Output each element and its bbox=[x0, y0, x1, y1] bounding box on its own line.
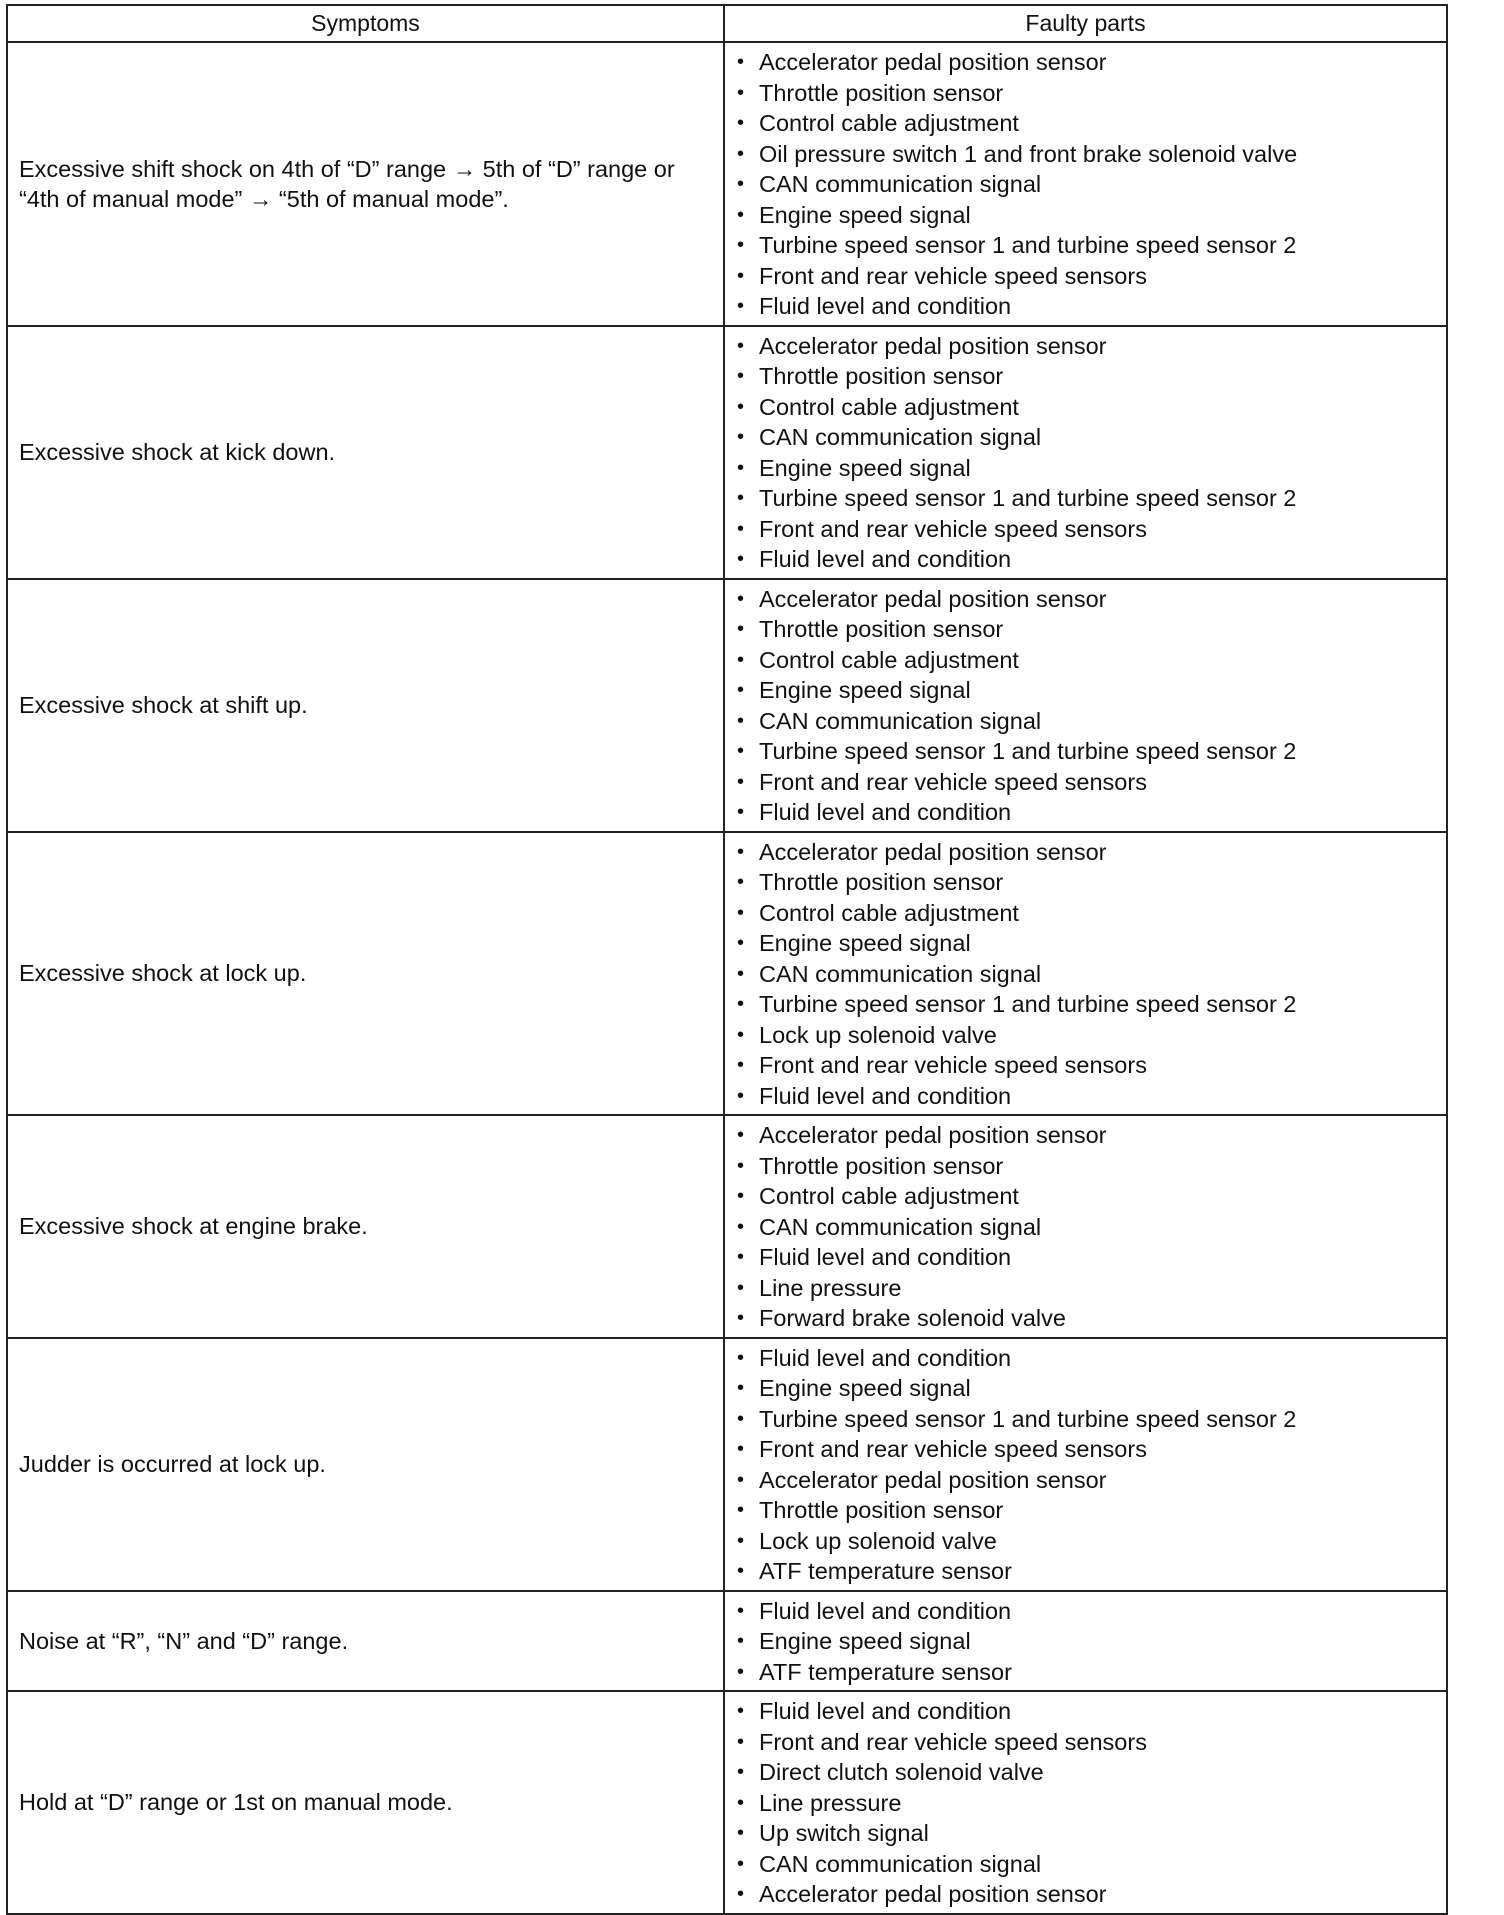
faulty-part-label: Front and rear vehicle speed sensors bbox=[759, 1436, 1147, 1462]
bullet-icon: • bbox=[737, 993, 745, 1015]
bullet-icon: • bbox=[737, 1791, 745, 1814]
bullet-icon: • bbox=[737, 81, 745, 104]
bullet-icon: • bbox=[737, 840, 745, 863]
list-item bbox=[735, 483, 1446, 514]
symptom-cell: Noise at “R”, “N” and “D” range. bbox=[7, 1591, 724, 1692]
bullet-icon: • bbox=[737, 1438, 745, 1460]
list-item bbox=[735, 706, 1446, 737]
list-item bbox=[735, 797, 1446, 828]
list-item bbox=[735, 361, 1446, 392]
list-item bbox=[735, 675, 1446, 706]
faulty-part-label: Front and rear vehicle speed sensors bbox=[759, 1052, 1147, 1078]
faulty-part-label: Front and rear vehicle speed sensors bbox=[759, 515, 1147, 542]
table-row bbox=[7, 326, 1447, 579]
list-item bbox=[735, 1696, 1446, 1727]
faulty-part-label: Accelerator pedal position sensor bbox=[759, 1881, 1107, 1907]
list-item bbox=[735, 1303, 1446, 1334]
faulty-part-label: Throttle position sensor bbox=[759, 1497, 1004, 1523]
faulty-part-label: Line pressure bbox=[759, 1789, 902, 1816]
list-item bbox=[735, 584, 1446, 615]
faulty-part-label: Forward brake solenoid valve bbox=[759, 1305, 1066, 1331]
list-item bbox=[735, 1818, 1446, 1849]
table-row bbox=[7, 832, 1447, 1116]
list-item bbox=[735, 1788, 1446, 1819]
list-item bbox=[735, 200, 1446, 231]
faulty-part-label: Control cable adjustment bbox=[759, 1183, 1019, 1209]
list-item bbox=[735, 453, 1446, 484]
faulty-part-label: Accelerator pedal position sensor bbox=[759, 1122, 1107, 1148]
faulty-part-label: Up switch signal bbox=[759, 1820, 929, 1846]
symptom-cell: Judder is occurred at lock up. bbox=[7, 1338, 724, 1591]
faulty-part-label: Throttle position sensor bbox=[759, 363, 1004, 389]
list-item bbox=[735, 1242, 1446, 1273]
faulty-part-label: Fluid level and condition bbox=[759, 546, 1012, 572]
faulty-part-label: Turbine speed sensor 1 and turbine speed sensor 2 bbox=[759, 991, 1297, 1017]
bullet-icon: • bbox=[737, 901, 745, 924]
bullet-icon: • bbox=[737, 456, 745, 479]
list-item bbox=[735, 1879, 1446, 1910]
bullet-icon: • bbox=[737, 709, 745, 732]
faulty-part-label: CAN communication signal bbox=[759, 707, 1042, 734]
faulty-part-label: ATF temperature sensor bbox=[759, 1558, 1012, 1584]
bullet-icon: • bbox=[737, 1276, 745, 1299]
list-item bbox=[735, 139, 1446, 170]
faulty-parts-column-header: Faulty parts bbox=[724, 5, 1447, 42]
bullet-icon: • bbox=[737, 264, 745, 287]
faulty-part-label: Fluid level and condition bbox=[759, 1344, 1012, 1371]
faulty-parts-cell bbox=[724, 1691, 1447, 1914]
faulty-part-label: Accelerator pedal position sensor bbox=[759, 49, 1107, 75]
bullet-icon: • bbox=[737, 1761, 745, 1783]
faulty-part-label: Lock up solenoid valve bbox=[759, 1021, 997, 1048]
bullet-icon: • bbox=[737, 1215, 745, 1238]
list-item bbox=[735, 78, 1446, 109]
faulty-parts-cell bbox=[724, 1591, 1447, 1692]
list-item bbox=[735, 230, 1446, 261]
bullet-icon: • bbox=[737, 1124, 745, 1146]
list-item bbox=[735, 1727, 1446, 1758]
list-item bbox=[735, 837, 1446, 868]
faulty-part-label: Fluid level and condition bbox=[759, 1597, 1012, 1624]
faulty-part-label: Fluid level and condition bbox=[759, 799, 1012, 825]
table-row bbox=[7, 1115, 1447, 1338]
bullet-icon: • bbox=[737, 1154, 745, 1177]
faulty-part-label: Throttle position sensor bbox=[759, 616, 1004, 642]
table-row bbox=[7, 42, 1447, 326]
faulty-part-label: CAN communication signal bbox=[759, 960, 1042, 987]
bullet-icon: • bbox=[737, 1883, 745, 1905]
faulty-part-label: Turbine speed sensor 1 and turbine speed sensor 2 bbox=[759, 232, 1297, 258]
list-item bbox=[735, 1151, 1446, 1182]
list-item bbox=[735, 1050, 1446, 1081]
faulty-part-label: Engine speed signal bbox=[759, 454, 971, 481]
list-item bbox=[735, 1120, 1446, 1151]
faulty-parts-cell bbox=[724, 579, 1447, 832]
bullet-icon: • bbox=[737, 517, 745, 540]
bullet-icon: • bbox=[737, 1499, 745, 1521]
bullet-icon: • bbox=[737, 962, 745, 985]
bullet-icon: • bbox=[737, 1084, 745, 1107]
bullet-icon: • bbox=[737, 587, 745, 610]
bullet-icon: • bbox=[737, 1377, 745, 1399]
bullet-icon: • bbox=[737, 112, 745, 134]
faulty-part-label: CAN communication signal bbox=[759, 1213, 1042, 1240]
list-item bbox=[735, 1657, 1446, 1688]
list-item bbox=[735, 291, 1446, 322]
list-item bbox=[735, 422, 1446, 453]
list-item bbox=[735, 544, 1446, 575]
faulty-part-label: Control cable adjustment bbox=[759, 646, 1019, 673]
faulty-part-label: Control cable adjustment bbox=[759, 110, 1019, 136]
faulty-part-label: Oil pressure switch 1 and front brake solenoid valve bbox=[759, 140, 1298, 167]
list-item bbox=[735, 1556, 1446, 1587]
faulty-part-label: Fluid level and condition bbox=[759, 1698, 1012, 1724]
list-item bbox=[735, 959, 1446, 990]
faulty-part-label: Turbine speed sensor 1 and turbine speed sensor 2 bbox=[759, 485, 1297, 511]
faulty-part-label: Control cable adjustment bbox=[759, 899, 1019, 926]
symptom-cell: Excessive shock at kick down. bbox=[7, 326, 724, 579]
faulty-parts-list bbox=[735, 1596, 1446, 1688]
bullet-icon: • bbox=[737, 203, 745, 226]
symptom-cell: Excessive shock at lock up. bbox=[7, 832, 724, 1116]
faulty-part-label: Line pressure bbox=[759, 1274, 902, 1301]
list-item bbox=[735, 1273, 1446, 1304]
bullet-icon: • bbox=[737, 1246, 745, 1268]
bullet-icon: • bbox=[737, 173, 745, 195]
faulty-parts-list bbox=[735, 1120, 1446, 1334]
list-item bbox=[735, 1081, 1446, 1112]
list-item bbox=[735, 1526, 1446, 1557]
faulty-parts-cell bbox=[724, 1115, 1447, 1338]
list-item bbox=[735, 1020, 1446, 1051]
table-row bbox=[7, 1338, 1447, 1591]
bullet-icon: • bbox=[737, 1054, 745, 1076]
list-item bbox=[735, 392, 1446, 423]
bullet-icon: • bbox=[737, 1630, 745, 1652]
list-item bbox=[735, 169, 1446, 200]
faulty-part-label: Accelerator pedal position sensor bbox=[759, 1466, 1107, 1493]
list-item bbox=[735, 867, 1446, 898]
list-item bbox=[735, 1404, 1446, 1435]
symptom-cell: Excessive shock at shift up. bbox=[7, 579, 724, 832]
bullet-icon: • bbox=[737, 1660, 745, 1683]
bullet-icon: • bbox=[737, 1023, 745, 1046]
bullet-icon: • bbox=[737, 801, 745, 823]
faulty-part-label: Control cable adjustment bbox=[759, 393, 1019, 420]
faulty-part-label: Fluid level and condition bbox=[759, 1244, 1012, 1270]
list-item bbox=[735, 47, 1446, 78]
bullet-icon: • bbox=[737, 740, 745, 762]
list-item bbox=[735, 645, 1446, 676]
faulty-part-label: Throttle position sensor bbox=[759, 1152, 1004, 1179]
faulty-parts-cell bbox=[724, 1338, 1447, 1591]
bullet-icon: • bbox=[737, 365, 745, 387]
faulty-parts-list bbox=[735, 331, 1446, 575]
list-item bbox=[735, 1343, 1446, 1374]
faulty-part-label: Throttle position sensor bbox=[759, 869, 1004, 895]
faulty-parts-list bbox=[735, 1343, 1446, 1587]
faulty-part-label: Engine speed signal bbox=[759, 930, 971, 956]
faulty-parts-list bbox=[735, 584, 1446, 828]
faulty-part-label: Lock up solenoid valve bbox=[759, 1527, 997, 1554]
bullet-icon: • bbox=[737, 1700, 745, 1722]
faulty-part-label: Engine speed signal bbox=[759, 1628, 971, 1654]
symptoms-column-header: Symptoms bbox=[7, 5, 724, 42]
faulty-part-label: Fluid level and condition bbox=[759, 1082, 1012, 1109]
table-row bbox=[7, 1691, 1447, 1914]
list-item bbox=[735, 108, 1446, 139]
bullet-icon: • bbox=[737, 1346, 745, 1369]
list-item bbox=[735, 614, 1446, 645]
bullet-icon: • bbox=[737, 142, 745, 165]
faulty-parts-list bbox=[735, 837, 1446, 1112]
bullet-icon: • bbox=[737, 487, 745, 509]
list-item bbox=[735, 261, 1446, 292]
list-item bbox=[735, 331, 1446, 362]
bullet-icon: • bbox=[737, 1529, 745, 1552]
list-item bbox=[735, 1596, 1446, 1627]
bullet-icon: • bbox=[737, 295, 745, 317]
faulty-part-label: Front and rear vehicle speed sensors bbox=[759, 768, 1147, 795]
bullet-icon: • bbox=[737, 1185, 745, 1207]
table-header-row bbox=[7, 5, 1447, 42]
list-item bbox=[735, 1849, 1446, 1880]
symptom-faulty-parts-table bbox=[6, 4, 1448, 1915]
faulty-part-label: Accelerator pedal position sensor bbox=[759, 585, 1107, 612]
bullet-icon: • bbox=[737, 648, 745, 671]
bullet-icon: • bbox=[737, 548, 745, 570]
bullet-icon: • bbox=[737, 1468, 745, 1491]
list-item bbox=[735, 1434, 1446, 1465]
faulty-parts-list bbox=[735, 1696, 1446, 1910]
bullet-icon: • bbox=[737, 334, 745, 357]
list-item bbox=[735, 1757, 1446, 1788]
bullet-icon: • bbox=[737, 1822, 745, 1844]
list-item bbox=[735, 928, 1446, 959]
bullet-icon: • bbox=[737, 234, 745, 256]
symptom-cell: Excessive shock at engine brake. bbox=[7, 1115, 724, 1338]
list-item bbox=[735, 736, 1446, 767]
faulty-part-label: Turbine speed sensor 1 and turbine speed sensor 2 bbox=[759, 1405, 1297, 1432]
faulty-part-label: Engine speed signal bbox=[759, 1375, 971, 1401]
faulty-part-label: Fluid level and condition bbox=[759, 293, 1012, 319]
list-item bbox=[735, 898, 1446, 929]
symptom-cell: Excessive shift shock on 4th of “D” range → 5th of “D” range or “4th of manual mode” → “5th of manual mode”. bbox=[7, 42, 724, 326]
list-item bbox=[735, 989, 1446, 1020]
bullet-icon: • bbox=[737, 426, 745, 448]
table-row bbox=[7, 1591, 1447, 1692]
bullet-icon: • bbox=[737, 1730, 745, 1753]
faulty-part-label: CAN communication signal bbox=[759, 1850, 1042, 1877]
bullet-icon: • bbox=[737, 618, 745, 640]
faulty-part-label: CAN communication signal bbox=[759, 424, 1042, 450]
faulty-parts-cell bbox=[724, 326, 1447, 579]
bullet-icon: • bbox=[737, 1599, 745, 1622]
faulty-parts-cell bbox=[724, 42, 1447, 326]
list-item bbox=[735, 1373, 1446, 1404]
bullet-icon: • bbox=[737, 770, 745, 793]
faulty-parts-cell bbox=[724, 832, 1447, 1116]
table-body bbox=[7, 42, 1447, 1914]
list-item bbox=[735, 767, 1446, 798]
list-item bbox=[735, 1495, 1446, 1526]
list-item bbox=[735, 1626, 1446, 1657]
faulty-part-label: Front and rear vehicle speed sensors bbox=[759, 262, 1147, 289]
faulty-part-label: Engine speed signal bbox=[759, 677, 971, 703]
bullet-icon: • bbox=[737, 679, 745, 701]
faulty-parts-list bbox=[735, 47, 1446, 322]
bullet-icon: • bbox=[737, 51, 745, 73]
faulty-part-label: Accelerator pedal position sensor bbox=[759, 332, 1107, 359]
bullet-icon: • bbox=[737, 1307, 745, 1329]
faulty-part-label: Front and rear vehicle speed sensors bbox=[759, 1728, 1147, 1755]
list-item bbox=[735, 1465, 1446, 1496]
bullet-icon: • bbox=[737, 871, 745, 893]
faulty-part-label: Turbine speed sensor 1 and turbine speed sensor 2 bbox=[759, 738, 1297, 764]
bullet-icon: • bbox=[737, 1407, 745, 1430]
faulty-part-label: Throttle position sensor bbox=[759, 79, 1004, 106]
faulty-part-label: CAN communication signal bbox=[759, 171, 1042, 197]
list-item bbox=[735, 514, 1446, 545]
faulty-part-label: ATF temperature sensor bbox=[759, 1658, 1012, 1685]
bullet-icon: • bbox=[737, 1852, 745, 1875]
table-row bbox=[7, 579, 1447, 832]
faulty-part-label: Engine speed signal bbox=[759, 201, 971, 228]
list-item bbox=[735, 1181, 1446, 1212]
faulty-part-label: Accelerator pedal position sensor bbox=[759, 838, 1107, 865]
bullet-icon: • bbox=[737, 395, 745, 418]
bullet-icon: • bbox=[737, 1560, 745, 1582]
bullet-icon: • bbox=[737, 932, 745, 954]
list-item bbox=[735, 1212, 1446, 1243]
faulty-part-label: Direct clutch solenoid valve bbox=[759, 1759, 1044, 1785]
symptom-cell: Hold at “D” range or 1st on manual mode. bbox=[7, 1691, 724, 1914]
